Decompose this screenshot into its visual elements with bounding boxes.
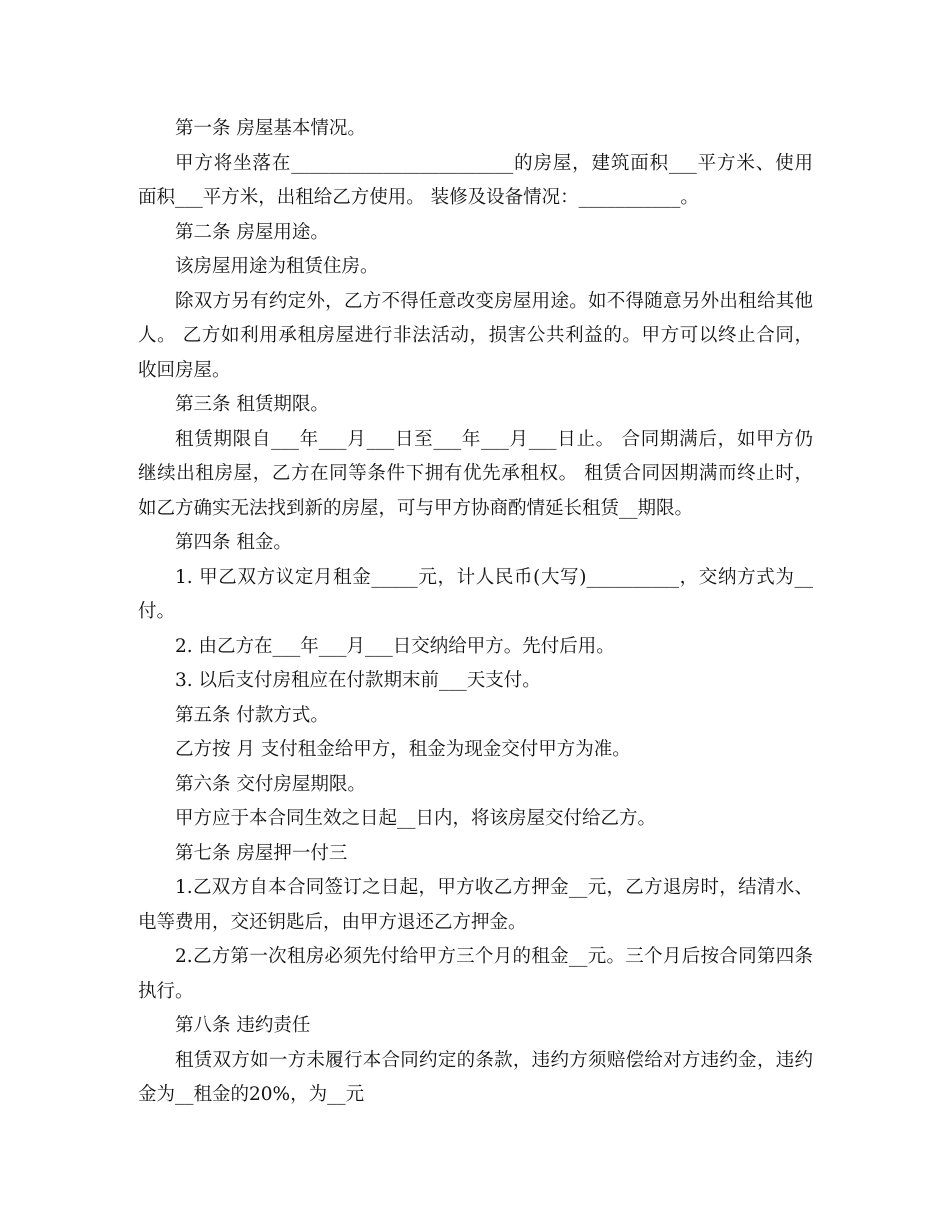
contract-line: 第一条 房屋基本情况。 [175, 118, 366, 139]
contract-line: 金为__租金的20%，为__元 [138, 1084, 365, 1105]
contract-line: 2.乙方第一次租房必须先付给甲方三个月的租金__元。三个月后按合同第四条 [175, 946, 813, 967]
contract-line: 第三条 租赁期限。 [175, 394, 329, 415]
contract-line: 租赁期限自___年___月___日至___年___月___日止。 合同期满后，如甲方仍 [175, 428, 813, 450]
contract-line: 付。 [138, 601, 176, 622]
contract-line: 第五条 付款方式。 [175, 704, 329, 726]
contract-line: 2. 由乙方在___年___月___日交纳给甲方。先付后用。 [175, 635, 615, 657]
contract-line: 执行。 [138, 980, 194, 1002]
contract-line: 第七条 房屋押一付三 [175, 842, 348, 864]
contract-line: 人。 乙方如利用承租房屋进行非法活动，损害公共利益的。甲方可以终止合同， [138, 325, 813, 346]
contract-line: 如乙方确实无法找到新的房屋，可与甲方协商酌情延长租赁__期限。 [138, 497, 694, 519]
contract-line: 除双方另有约定外，乙方不得任意改变房屋用途。如不得随意另外出租给其他 [175, 290, 813, 312]
contract-line: 第六条 交付房屋期限。 [175, 773, 366, 795]
contract-line: 该房屋用途为租赁住房。 [175, 256, 379, 277]
contract-line: 甲方应于本合同生效之日起__日内，将该房屋交付给乙方。 [175, 808, 657, 829]
contract-line: 第二条 房屋用途。 [175, 221, 329, 243]
contract-line: 乙方按 月 支付租金给甲方，租金为现金交付甲方为准。 [175, 739, 631, 760]
contract-line: 第八条 违约责任 [175, 1015, 311, 1036]
contract-line: 第四条 租金。 [175, 532, 292, 553]
contract-line: 甲方将坐落在________________________的房屋，建筑面积___平方米、使用 [175, 152, 813, 174]
contract-line: 电等费用，交还钥匙后，由甲方退还乙方押金。 [138, 911, 527, 933]
contract-line: 面积___平方米，出租给乙方使用。 装修及设备情况：___________。 [138, 187, 699, 208]
contract-line: 1.乙双方自本合同签订之日起，甲方收乙方押金__元，乙方退房时，结清水、 [175, 877, 813, 898]
contract-body [138, 112, 813, 1113]
contract-line: 租赁双方如一方未履行本合同约定的条款，违约方须赔偿给对方违约金，违约 [175, 1049, 813, 1071]
contract-line: 3. 以后支付房租应在付款期末前___天支付。 [175, 670, 541, 691]
contract-line: 继续出租房屋，乙方在同等条件下拥有优先承租权。 租赁合同因期满而终止时， [138, 463, 813, 484]
contract-line: 收回房屋。 [138, 359, 231, 381]
contract-line: 1. 甲乙双方议定月租金_____元，计人民币(大写)__________，交纳方式为__ [175, 566, 813, 588]
